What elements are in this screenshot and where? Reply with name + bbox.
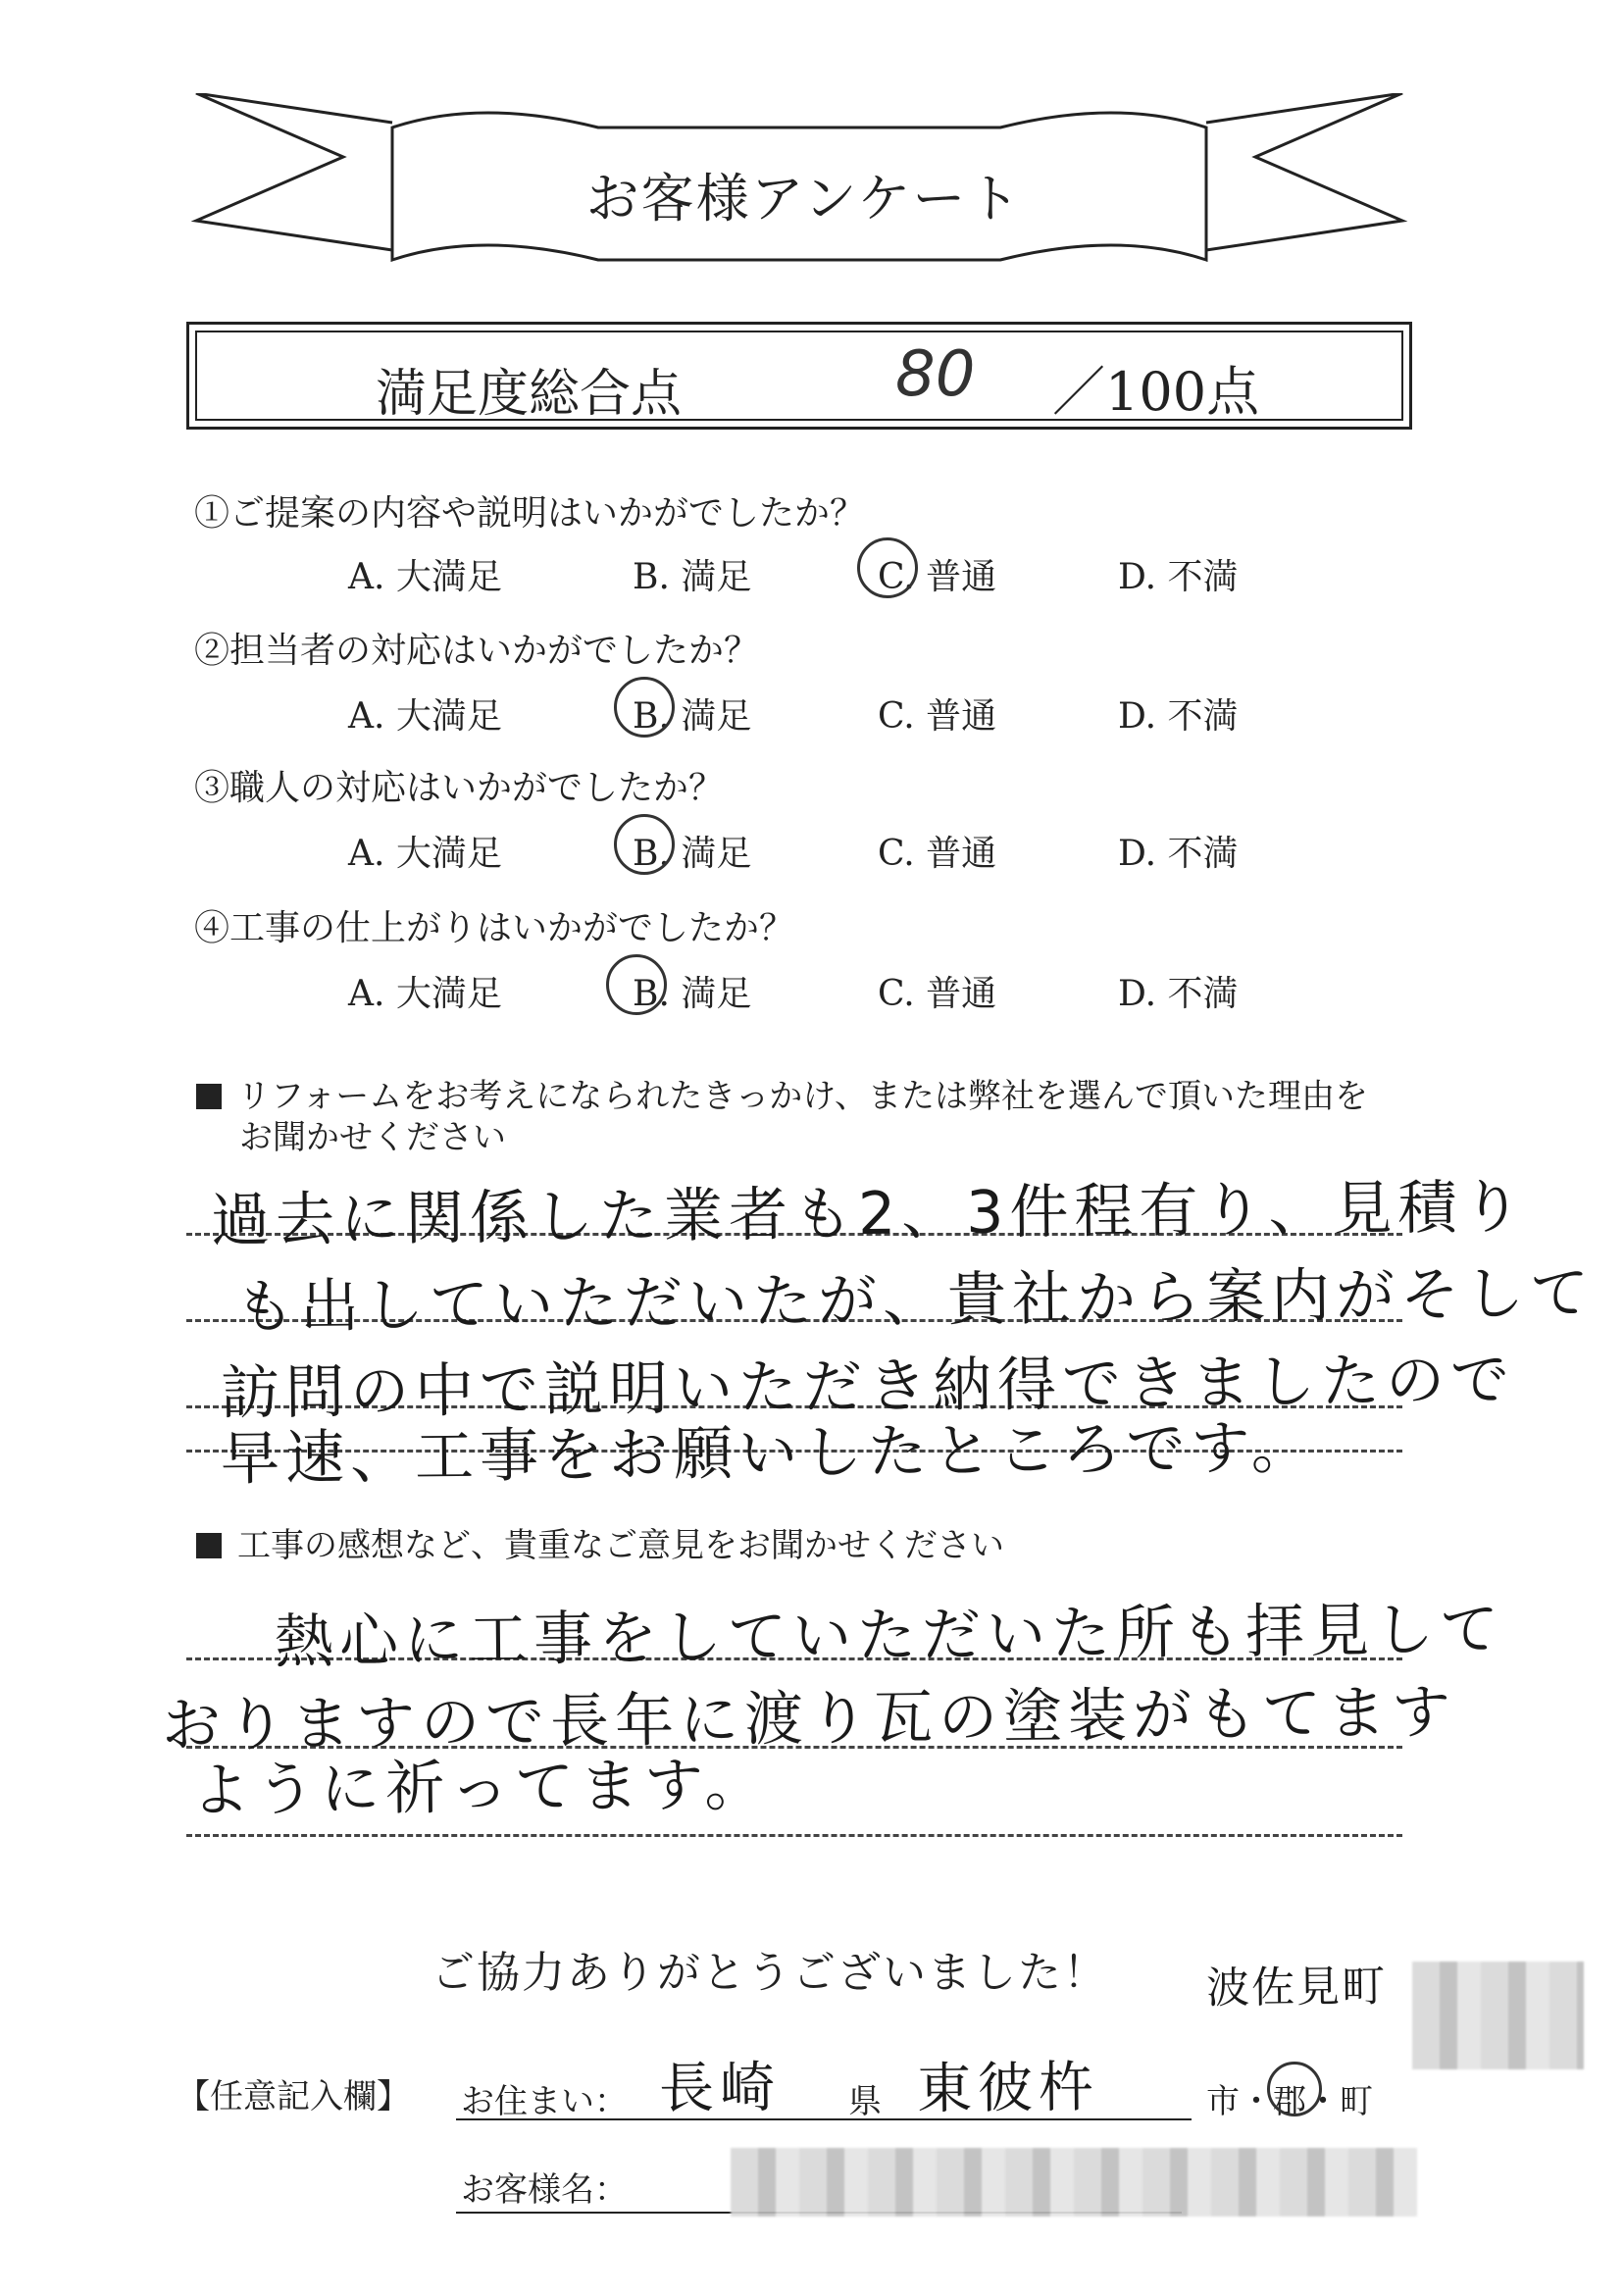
section2-answer-line-1: 熱心に工事をしていただいた所も拝見して: [274, 1595, 1505, 1677]
score-suffix: ／100点: [1052, 361, 1260, 423]
q3-option-b[interactable]: B. 満足: [633, 834, 752, 874]
section1-heading: リフォームをお考えになられたきっかけ、または弊社を選んで頂いた理由を: [196, 1069, 1368, 1117]
question-2: ②担当者の対応はいかがでしたか？: [194, 631, 760, 671]
optional-label: 【任意記入欄】: [177, 2077, 410, 2116]
section1-answer-line-3: 訪問の中で説明いただき納得できましたので: [220, 1346, 1516, 1428]
section1-heading-line2: お聞かせください: [239, 1118, 506, 1157]
section1-answer-line-4: 早速、工事をお願いしたところです。: [220, 1413, 1316, 1494]
section2-answer-line-2: おりますので長年に渡り瓦の塗装がもてます: [161, 1678, 1457, 1760]
square-bullet-icon: [196, 1533, 222, 1558]
q1-option-d[interactable]: D. 不満: [1118, 557, 1239, 597]
page-title: お客様アンケート: [585, 168, 1023, 229]
prefecture-value[interactable]: 長崎: [658, 2056, 782, 2121]
county-value[interactable]: 東彼杵: [916, 2056, 1100, 2121]
q3-option-d[interactable]: D. 不満: [1118, 834, 1239, 874]
address-underline: [456, 2118, 1192, 2120]
q1-option-a[interactable]: A. 大満足: [348, 557, 502, 597]
q4-option-b[interactable]: B. 満足: [633, 974, 752, 1014]
section1-answer-line-1: 過去に関係した業者も2、3件程有り、見積り: [210, 1172, 1528, 1256]
section2-answer-line-3: ように祈ってます。: [190, 1750, 770, 1826]
q3-selected-circle: [614, 814, 675, 875]
address-label: お住まい：: [461, 2082, 628, 2121]
q2-selected-circle: [614, 677, 675, 738]
q4-selected-circle: [606, 954, 667, 1015]
section2-heading: 工事の感想など、貴重なご意見をお聞かせください: [196, 1518, 1004, 1566]
q4-option-a[interactable]: A. 大満足: [348, 974, 502, 1014]
question-1: ①ご提案の内容や説明はいかがでしたか？: [194, 493, 866, 534]
q2-option-b[interactable]: B. 満足: [633, 696, 752, 737]
q1-selected-circle: [857, 537, 918, 598]
county-selected-circle: [1267, 2062, 1322, 2116]
section1-answer-line-2: も出していただいたが、貴社から案内がそして: [234, 1258, 1596, 1343]
q2-option-a[interactable]: A. 大満足: [348, 696, 502, 737]
score-value: 80: [895, 338, 976, 411]
q4-option-c[interactable]: C. 普通: [878, 974, 997, 1014]
thanks-message: ご協力ありがとうございました！: [431, 1948, 1108, 1998]
score-box: [186, 322, 1412, 430]
question-4: ④工事の仕上がりはいかがでしたか？: [194, 908, 795, 948]
town-value[interactable]: 波佐見町: [1205, 1962, 1388, 2014]
name-label: お客様名：: [461, 2170, 628, 2210]
q3-option-c[interactable]: C. 普通: [878, 834, 997, 874]
answer-line: [186, 1834, 1402, 1837]
prefecture-suffix: 県: [848, 2082, 882, 2121]
redacted-mosaic: [1412, 1962, 1584, 2069]
q1-option-c[interactable]: C. 普通: [878, 557, 997, 597]
q4-option-d[interactable]: D. 不満: [1118, 974, 1239, 1014]
q1-option-b[interactable]: B. 満足: [633, 557, 752, 597]
q3-option-a[interactable]: A. 大満足: [348, 834, 502, 874]
score-label: 満足度総合点: [376, 365, 683, 424]
question-3: ③職人の対応はいかがでしたか？: [194, 768, 725, 808]
q2-option-d[interactable]: D. 不満: [1118, 696, 1239, 737]
city-county-town-suffix: 市・郡・町: [1206, 2082, 1373, 2121]
redacted-name-mosaic: [731, 2148, 1417, 2217]
square-bullet-icon: [196, 1084, 222, 1109]
q2-option-c[interactable]: C. 普通: [878, 696, 997, 737]
